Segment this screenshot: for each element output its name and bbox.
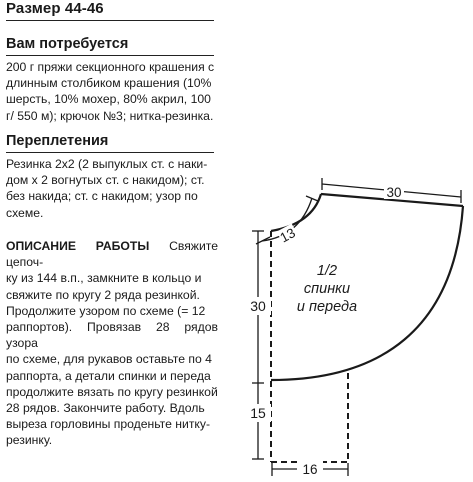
materials-heading: Вам потребуется [6, 36, 129, 52]
bottom-dimension-label: 16 [302, 462, 318, 477]
neck-dimension-label: 13 [277, 225, 298, 246]
neck-dimension-tick-b [306, 196, 318, 201]
stitches-text: Резинка 2x2 (2 выпуклых ст. с наки- дом х 2 вогнутых ст. с накидом); ст. без накида; ст. с накидом; узор по схеме. [6, 157, 208, 220]
pattern-piece-label: 1/2 спинки и переда [296, 263, 358, 315]
work-description-text: Свяжите цепоч- ку из 144 в.п., замкните в кольцо и свяжите по кругу 2 ряда резинкой. Продолжите узором по схеме (= 12 раппортов). Провязав 28 рядов узора по схеме, для рукавов оставьте по 4 раппорта, а детали спинки и переда продолжите вязать по кругу резинкой 28 рядов. Закончите работу. Вдоль выреза горловины проденьте нитку- резинку. [6, 239, 218, 448]
stitches-heading: Переплетения [6, 133, 109, 149]
lower-height-label: 15 [250, 405, 266, 421]
work-description-lead: ОПИСАНИЕ РАБОТЫ [6, 239, 150, 253]
materials-text: 200 г пряжи секционного крашения с длинным столбиком крашения (10% шерсть, 10% мохер, 80% акрил, 100 г/ 550 м); крючок №3; нитка-резинка. [6, 60, 215, 123]
size-title: Размер 44-46 [6, 0, 104, 17]
upper-height-label: 30 [250, 298, 266, 314]
shoulder-dimension-label: 30 [386, 185, 402, 200]
